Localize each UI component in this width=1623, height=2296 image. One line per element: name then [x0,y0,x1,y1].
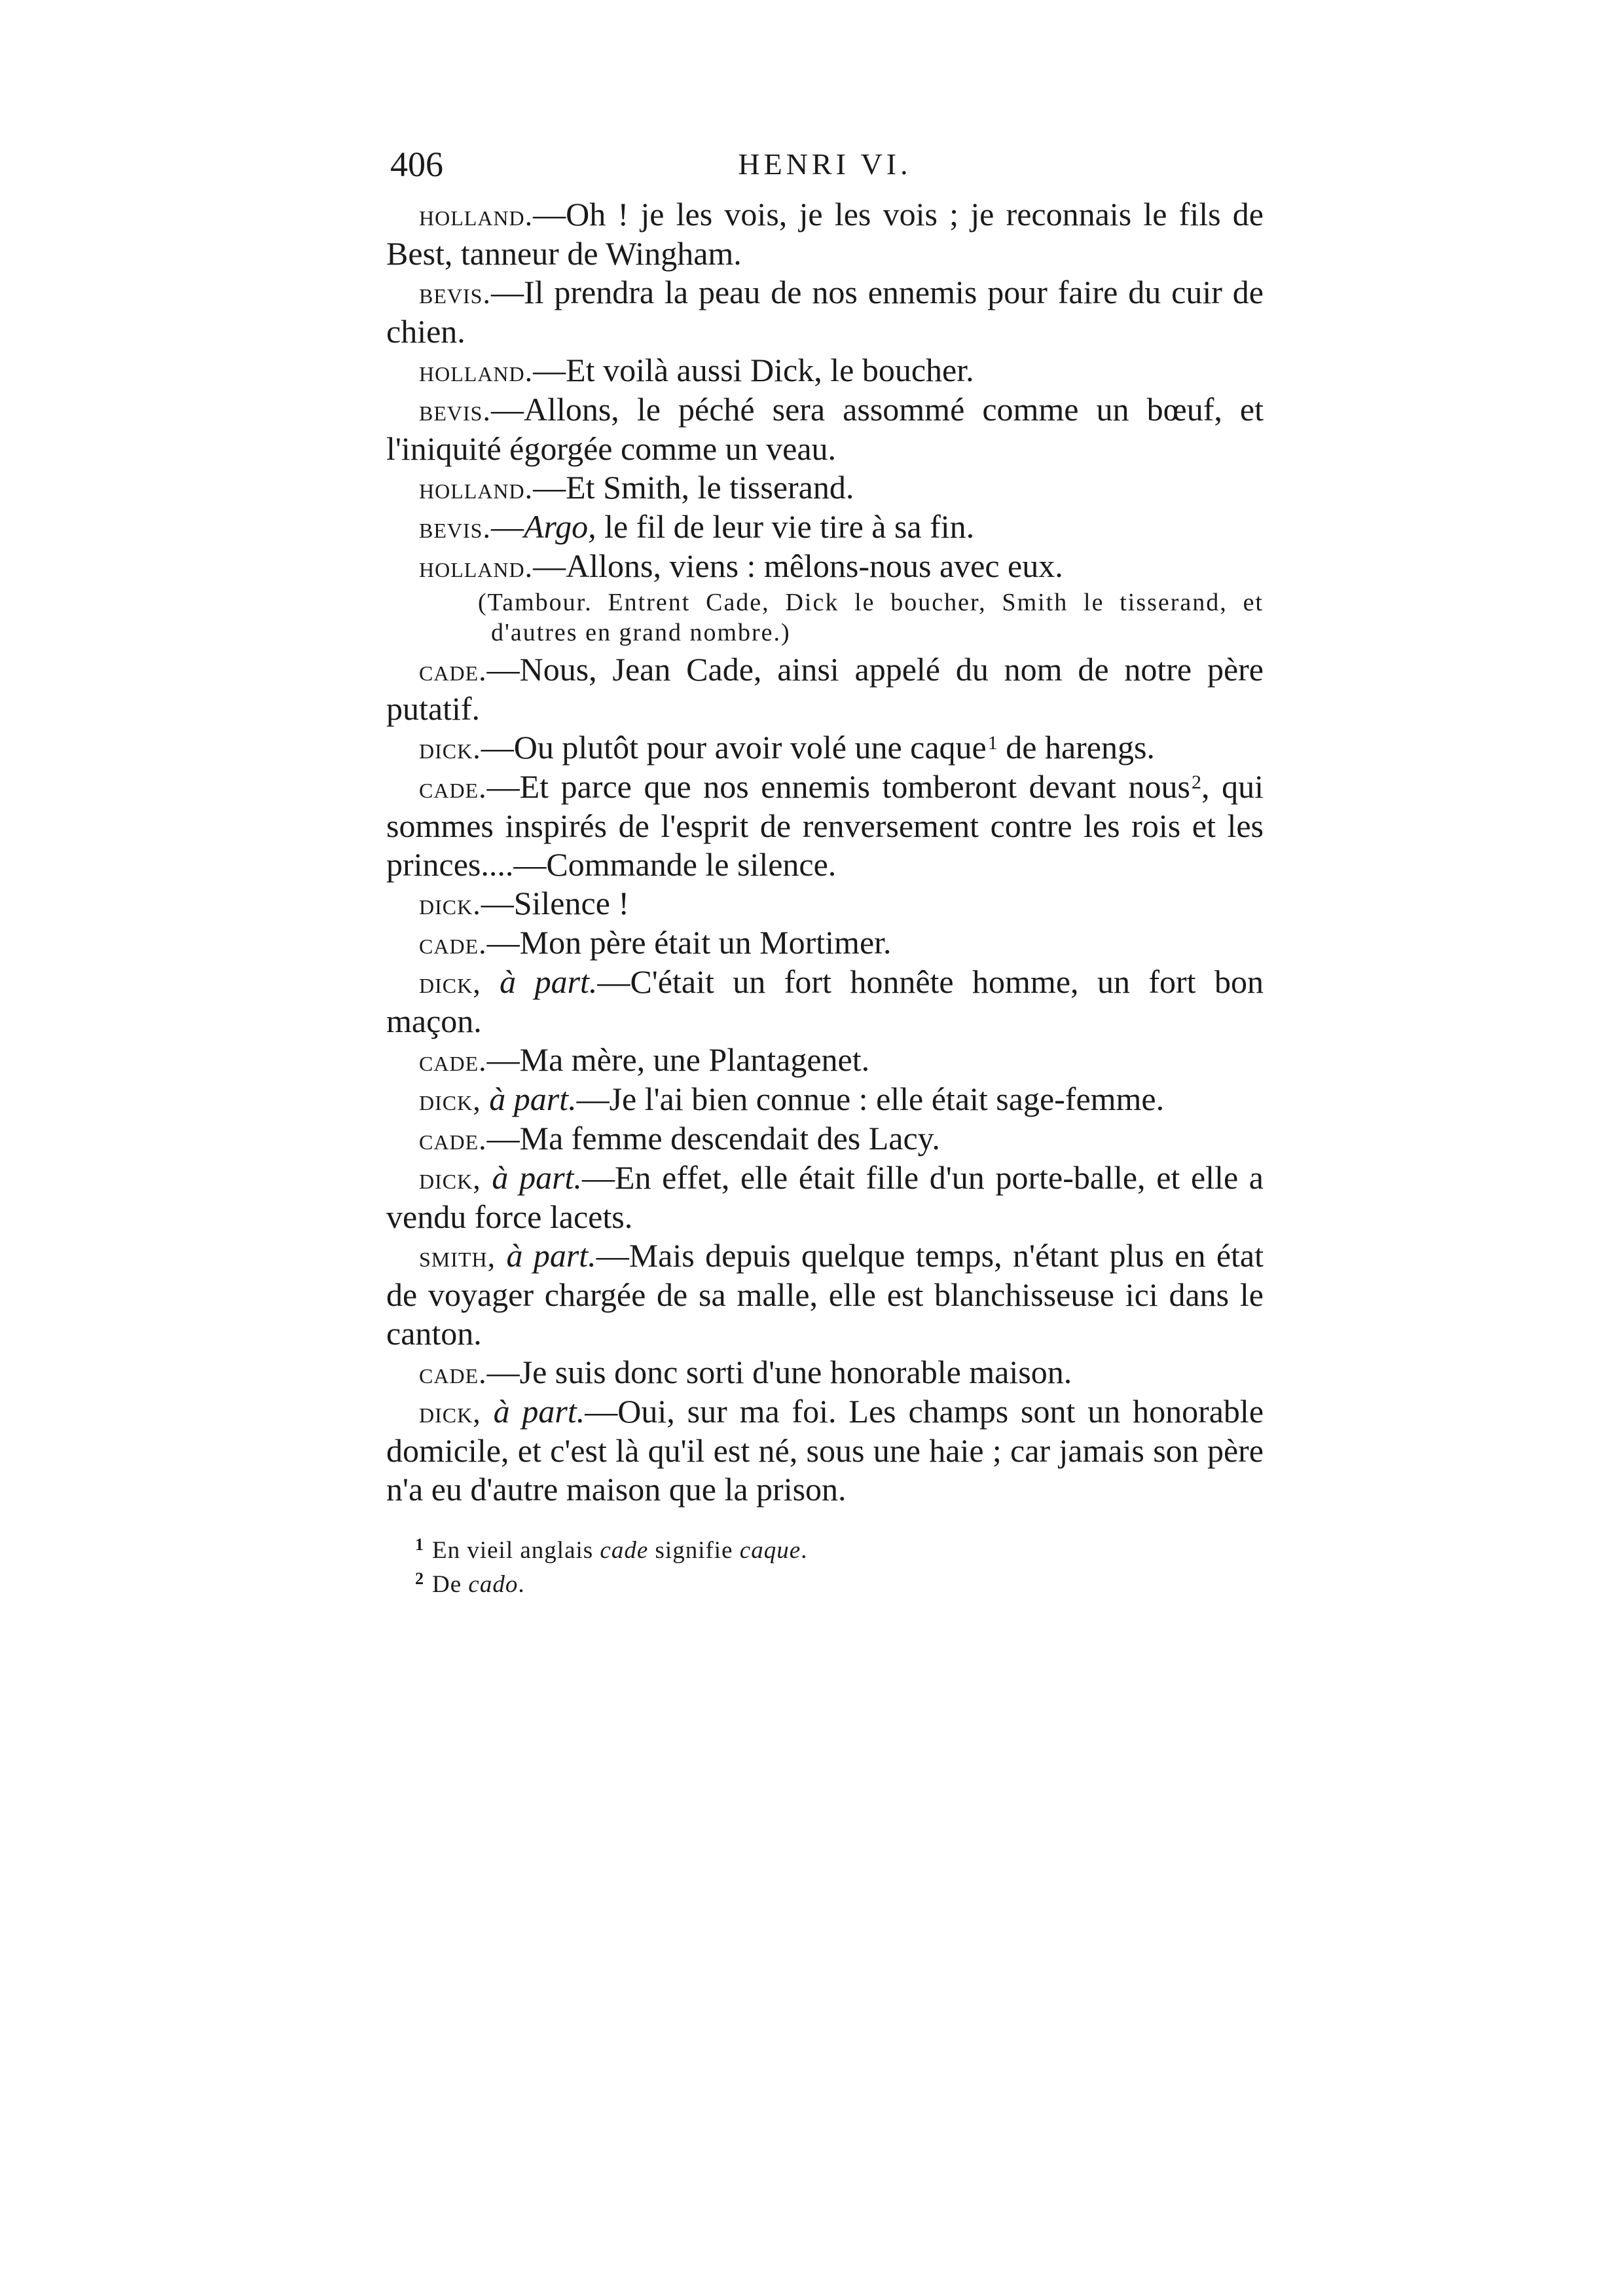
line-text: le fil de leur vie tire à sa fin. [596,508,975,545]
speaker-name: cade. [419,771,487,804]
speaker-name: dick, [419,1396,481,1429]
speaker-name: bevis. [419,511,491,544]
stage-direction: (Tambour. Entrent Cade, Dick le boucher, Smith le tisserand, et d'autres en grand nombre.) [478,589,1264,646]
dialogue-line [386,1236,1264,1353]
dialogue-line [386,1158,1264,1236]
aside-direction: à part. [492,1159,582,1196]
footnote-mark: 1 [415,1535,424,1554]
line-text: —Allons, le péché sera assommé comme un bœuf, et l'iniquité égorgée comme un veau. [386,391,1264,467]
book-page [386,144,1264,1602]
footnote-italic: cade [600,1537,649,1564]
footnote-text: En vieil anglais [432,1537,600,1564]
line-text: —Et voilà aussi Dick, le boucher. [533,352,974,388]
dialogue-line [386,923,1264,963]
speaker-name: holland. [419,472,534,505]
aside-direction: à part. [489,1081,577,1117]
line-text: —Il prendra la peau de nos ennemis pour faire du cuir de chien. [386,274,1264,350]
speaker-name: cade. [419,1044,487,1077]
speaker-name: bevis. [419,394,491,427]
footnotes [386,1534,1264,1602]
dash: — [490,508,524,545]
line-text: —Oui, sur ma foi. Les champs sont un honorable domicile, et c'est là qu'il est né, sous une haie ; car jamais son père n'a eu d'autre maison que la prison. [386,1393,1264,1508]
speaker-name: dick. [419,887,481,921]
footnote-text: signifie [648,1537,740,1564]
dialogue-line [386,390,1264,468]
speaker-name: holland. [419,198,534,232]
line-text: —Oh ! je les vois, je les vois ; je reconnais le fils de Best, tanneur de Wingham. [386,196,1264,272]
dialogue-line [386,468,1264,508]
line-text: —Allons, viens : mêlons-nous avec eux. [533,547,1063,584]
footnote-text: De [432,1571,469,1598]
speaker-name: smith, [419,1240,496,1273]
page-number: 406 [390,145,443,184]
line-text-continued: de harengs. [997,729,1155,766]
line-text: —Ma femme descendait des Lacy. [486,1120,940,1157]
aside-direction: à part. [493,1393,585,1430]
aside-direction: à part. [506,1237,596,1274]
line-text: —Mais depuis quelque temps, n'étant plus en état de voyager chargée de sa malle, elle est blanchisseuse ici dans le canton. [386,1237,1264,1352]
speaker-name: cade. [419,927,487,960]
dialogue-text [386,195,1264,1509]
speaker-name: cade. [419,654,487,687]
footnote-italic: cado [468,1571,519,1598]
dialogue-line [386,1080,1264,1119]
dialogue-line [386,728,1264,768]
dialogue-line [386,273,1264,351]
speaker-name: dick. [419,731,481,765]
italic-word: Argo, [523,508,596,545]
speaker-name: cade. [419,1356,487,1390]
footnote-italic: caque [739,1537,801,1564]
dialogue-line [386,1353,1264,1392]
footnote-reference[interactable]: 1 [987,732,998,754]
line-text: —Je l'ai bien connue : elle était sage-femme. [576,1081,1165,1117]
running-head [386,144,1264,195]
line-text: —En effet, elle était fille d'un porte-balle, et elle a vendu force lacets. [386,1159,1264,1235]
speaker-name: dick, [419,1083,481,1117]
footnote [415,1534,1264,1568]
speaker-name: bevis. [419,276,491,310]
line-text: —Et Smith, le tisserand. [533,469,854,506]
dialogue-line [386,508,1264,547]
footnote-text: . [801,1537,808,1564]
footnote [415,1568,1264,1602]
dialogue-line [386,1392,1264,1509]
line-text: —Et parce que nos ennemis tomberont devant nous [486,768,1190,805]
line-text: —Je suis donc sorti d'une honorable maison. [486,1354,1072,1390]
line-text: —Silence ! [481,885,630,921]
footnote-text: . [518,1571,525,1598]
line-text: —Ou plutôt pour avoir volé une caque [481,729,987,766]
speaker-name: cade. [419,1122,487,1156]
speaker-name: dick, [419,966,481,999]
dialogue-line [386,547,1264,586]
aside-direction: à part. [500,963,598,1000]
dialogue-line [386,1119,1264,1158]
speaker-name: dick, [419,1162,481,1195]
footnote-mark: 2 [415,1569,424,1588]
line-text-continued: , qui sommes inspirés de l'esprit de renversement contre les rois et les princes....—Commande le silence. [386,768,1264,883]
line-text: —Nous, Jean Cade, ainsi appelé du nom de notre père putatif. [386,651,1264,727]
line-text: —Ma mère, une Plantagenet. [486,1041,870,1078]
footnote-reference[interactable]: 2 [1191,771,1201,793]
dialogue-line [386,351,1264,390]
line-text: —C'était un fort honnête homme, un fort bon maçon. [386,963,1264,1039]
dialogue-line [386,768,1264,884]
dialogue-line [386,650,1264,728]
speaker-name: holland. [419,354,534,388]
running-title: HENRI VI. [738,147,912,181]
speaker-name: holland. [419,550,534,583]
dialogue-line [386,884,1264,923]
dialogue-line [386,1041,1264,1080]
dialogue-line [386,963,1264,1041]
dialogue-line [386,195,1264,273]
line-text: —Mon père était un Mortimer. [486,924,892,961]
